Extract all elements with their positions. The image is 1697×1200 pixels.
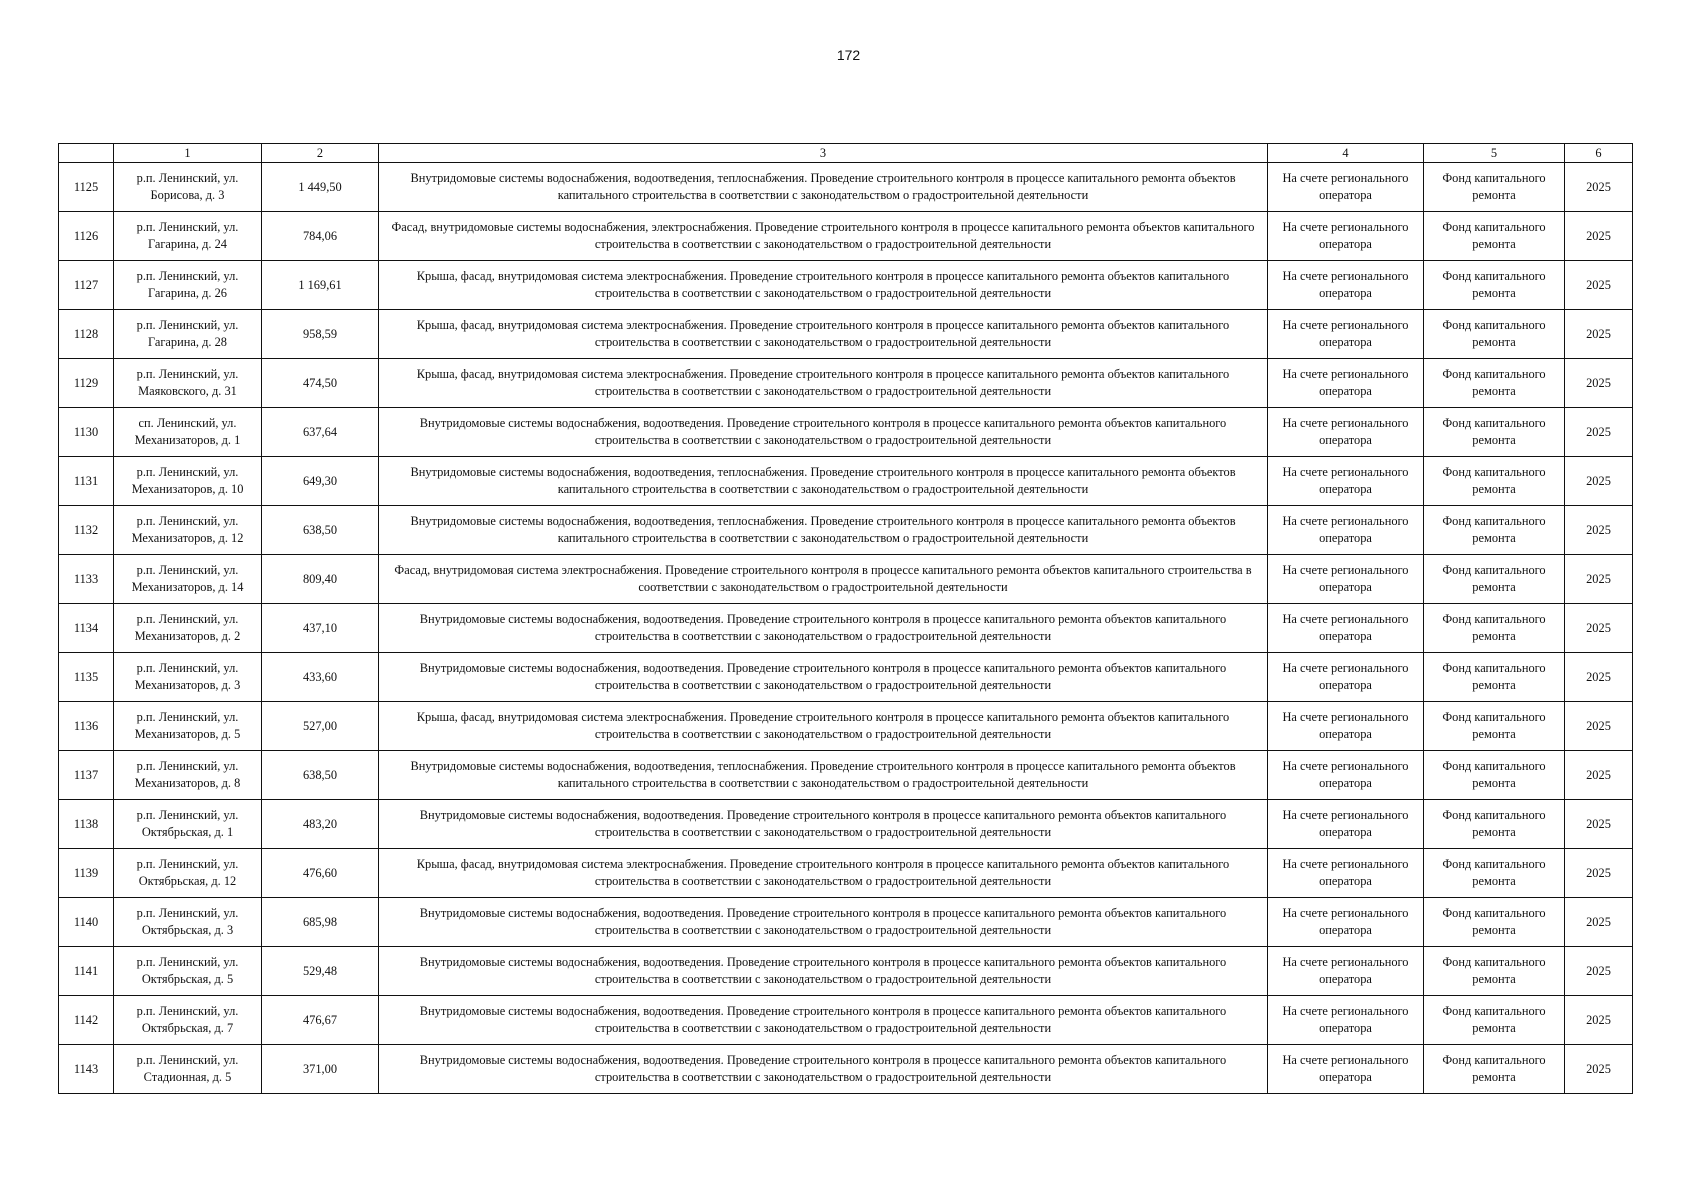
funding-source-cell: Фонд капитального ремонта bbox=[1424, 898, 1565, 947]
funding-source-cell: Фонд капитального ремонта bbox=[1424, 359, 1565, 408]
work-description-cell: Фасад, внутридомовая система электроснабжения. Проведение строительного контроля в процессе капитального ремонта объектов капитального строительства в соответствии с законодательством о градостроительной деятельности bbox=[379, 555, 1268, 604]
funding-source-cell: Фонд капитального ремонта bbox=[1424, 261, 1565, 310]
year-cell: 2025 bbox=[1565, 359, 1633, 408]
work-description-cell: Крыша, фасад, внутридомовая система электроснабжения. Проведение строительного контроля в процессе капитального ремонта объектов капитального строительства в соответствии с законодательством о градостроительной деятельности bbox=[379, 310, 1268, 359]
address-cell: р.п. Ленинский, ул. Борисова, д. 3 bbox=[114, 163, 262, 212]
funding-account-cell: На счете регионального оператора bbox=[1268, 996, 1424, 1045]
year-cell: 2025 bbox=[1565, 947, 1633, 996]
funding-account-cell: На счете регионального оператора bbox=[1268, 604, 1424, 653]
area-cell: 638,50 bbox=[262, 751, 379, 800]
row-number-cell: 1134 bbox=[59, 604, 114, 653]
work-description-cell: Внутридомовые системы водоснабжения, водоотведения, теплоснабжения. Проведение строительного контроля в процессе капитального ремонта объектов капитального строительства в соответствии с законодательством о градостроительной деятельности bbox=[379, 457, 1268, 506]
address-cell: р.п. Ленинский, ул. Гагарина, д. 26 bbox=[114, 261, 262, 310]
row-number-cell: 1127 bbox=[59, 261, 114, 310]
column-number-row bbox=[59, 144, 1633, 163]
funding-account-cell: На счете регионального оператора bbox=[1268, 898, 1424, 947]
year-cell: 2025 bbox=[1565, 604, 1633, 653]
funding-account-cell: На счете регионального оператора bbox=[1268, 555, 1424, 604]
funding-source-cell: Фонд капитального ремонта bbox=[1424, 702, 1565, 751]
funding-source-cell: Фонд капитального ремонта bbox=[1424, 212, 1565, 261]
year-cell: 2025 bbox=[1565, 702, 1633, 751]
funding-account-cell: На счете регионального оператора bbox=[1268, 702, 1424, 751]
funding-source-cell: Фонд капитального ремонта bbox=[1424, 163, 1565, 212]
table-row bbox=[59, 310, 1633, 359]
area-cell: 476,60 bbox=[262, 849, 379, 898]
row-number-cell: 1129 bbox=[59, 359, 114, 408]
table-row bbox=[59, 604, 1633, 653]
column-header: 1 bbox=[114, 144, 262, 163]
work-description-cell: Крыша, фасад, внутридомовая система электроснабжения. Проведение строительного контроля в процессе капитального ремонта объектов капитального строительства в соответствии с законодательством о градостроительной деятельности bbox=[379, 261, 1268, 310]
row-number-cell: 1128 bbox=[59, 310, 114, 359]
address-cell: р.п. Ленинский, ул. Маяковского, д. 31 bbox=[114, 359, 262, 408]
address-cell: р.п. Ленинский, ул. Октябрьская, д. 5 bbox=[114, 947, 262, 996]
year-cell: 2025 bbox=[1565, 310, 1633, 359]
work-description-cell: Внутридомовые системы водоснабжения, водоотведения, теплоснабжения. Проведение строительного контроля в процессе капитального ремонта объектов капитального строительства в соответствии с законодательством о градостроительной деятельности bbox=[379, 751, 1268, 800]
work-description-cell: Внутридомовые системы водоснабжения, водоотведения, теплоснабжения. Проведение строительного контроля в процессе капитального ремонта объектов капитального строительства в соответствии с законодательством о градостроительной деятельности bbox=[379, 506, 1268, 555]
address-cell: р.п. Ленинский, ул. Механизаторов, д. 10 bbox=[114, 457, 262, 506]
table-row bbox=[59, 898, 1633, 947]
year-cell: 2025 bbox=[1565, 555, 1633, 604]
funding-source-cell: Фонд капитального ремонта bbox=[1424, 604, 1565, 653]
year-cell: 2025 bbox=[1565, 898, 1633, 947]
address-cell: р.п. Ленинский, ул. Механизаторов, д. 5 bbox=[114, 702, 262, 751]
funding-source-cell: Фонд капитального ремонта bbox=[1424, 751, 1565, 800]
funding-source-cell: Фонд капитального ремонта bbox=[1424, 1045, 1565, 1094]
row-number-cell: 1138 bbox=[59, 800, 114, 849]
work-description-cell: Внутридомовые системы водоснабжения, водоотведения. Проведение строительного контроля в процессе капитального ремонта объектов капитального строительства в соответствии с законодательством о градостроительной деятельности bbox=[379, 898, 1268, 947]
year-cell: 2025 bbox=[1565, 1045, 1633, 1094]
year-cell: 2025 bbox=[1565, 751, 1633, 800]
table-body bbox=[59, 163, 1633, 1094]
funding-account-cell: На счете регионального оператора bbox=[1268, 359, 1424, 408]
table-row bbox=[59, 457, 1633, 506]
address-cell: р.п. Ленинский, ул. Механизаторов, д. 3 bbox=[114, 653, 262, 702]
row-number-cell: 1135 bbox=[59, 653, 114, 702]
address-cell: р.п. Ленинский, ул. Механизаторов, д. 12 bbox=[114, 506, 262, 555]
table-row bbox=[59, 947, 1633, 996]
year-cell: 2025 bbox=[1565, 212, 1633, 261]
address-cell: р.п. Ленинский, ул. Механизаторов, д. 2 bbox=[114, 604, 262, 653]
column-header bbox=[59, 144, 114, 163]
funding-source-cell: Фонд капитального ремонта bbox=[1424, 457, 1565, 506]
table-row bbox=[59, 996, 1633, 1045]
funding-account-cell: На счете регионального оператора bbox=[1268, 310, 1424, 359]
year-cell: 2025 bbox=[1565, 261, 1633, 310]
table-row bbox=[59, 751, 1633, 800]
table-row bbox=[59, 653, 1633, 702]
funding-account-cell: На счете регионального оператора bbox=[1268, 653, 1424, 702]
page-number: 172 bbox=[836, 47, 861, 63]
funding-account-cell: На счете регионального оператора bbox=[1268, 457, 1424, 506]
table-row bbox=[59, 359, 1633, 408]
funding-source-cell: Фонд капитального ремонта bbox=[1424, 555, 1565, 604]
row-number-cell: 1130 bbox=[59, 408, 114, 457]
work-description-cell: Крыша, фасад, внутридомовая система электроснабжения. Проведение строительного контроля в процессе капитального ремонта объектов капитального строительства в соответствии с законодательством о градостроительной деятельности bbox=[379, 359, 1268, 408]
funding-source-cell: Фонд капитального ремонта bbox=[1424, 800, 1565, 849]
funding-account-cell: На счете регионального оператора bbox=[1268, 800, 1424, 849]
row-number-cell: 1140 bbox=[59, 898, 114, 947]
address-cell: р.п. Ленинский, ул. Механизаторов, д. 8 bbox=[114, 751, 262, 800]
address-cell: р.п. Ленинский, ул. Стадионная, д. 5 bbox=[114, 1045, 262, 1094]
area-cell: 476,67 bbox=[262, 996, 379, 1045]
year-cell: 2025 bbox=[1565, 408, 1633, 457]
area-cell: 685,98 bbox=[262, 898, 379, 947]
area-cell: 371,00 bbox=[262, 1045, 379, 1094]
year-cell: 2025 bbox=[1565, 457, 1633, 506]
funding-source-cell: Фонд капитального ремонта bbox=[1424, 996, 1565, 1045]
area-cell: 637,64 bbox=[262, 408, 379, 457]
work-description-cell: Фасад, внутридомовые системы водоснабжения, электроснабжения. Проведение строительного контроля в процессе капитального ремонта объектов капитального строительства в соответствии с законодательством о градостроительной деятельности bbox=[379, 212, 1268, 261]
year-cell: 2025 bbox=[1565, 653, 1633, 702]
column-header: 2 bbox=[262, 144, 379, 163]
address-cell: р.п. Ленинский, ул. Гагарина, д. 24 bbox=[114, 212, 262, 261]
area-cell: 474,50 bbox=[262, 359, 379, 408]
table-row bbox=[59, 408, 1633, 457]
work-description-cell: Внутридомовые системы водоснабжения, водоотведения. Проведение строительного контроля в процессе капитального ремонта объектов капитального строительства в соответствии с законодательством о градостроительной деятельности bbox=[379, 996, 1268, 1045]
area-cell: 649,30 bbox=[262, 457, 379, 506]
area-cell: 433,60 bbox=[262, 653, 379, 702]
work-description-cell: Внутридомовые системы водоснабжения, водоотведения. Проведение строительного контроля в процессе капитального ремонта объектов капитального строительства в соответствии с законодательством о градостроительной деятельности bbox=[379, 604, 1268, 653]
funding-account-cell: На счете регионального оператора bbox=[1268, 408, 1424, 457]
area-cell: 958,59 bbox=[262, 310, 379, 359]
table-row bbox=[59, 163, 1633, 212]
area-cell: 638,50 bbox=[262, 506, 379, 555]
row-number-cell: 1141 bbox=[59, 947, 114, 996]
row-number-cell: 1132 bbox=[59, 506, 114, 555]
table-row bbox=[59, 506, 1633, 555]
funding-account-cell: На счете регионального оператора bbox=[1268, 212, 1424, 261]
funding-source-cell: Фонд капитального ремонта bbox=[1424, 310, 1565, 359]
funding-source-cell: Фонд капитального ремонта bbox=[1424, 849, 1565, 898]
table-row bbox=[59, 702, 1633, 751]
funding-account-cell: На счете регионального оператора bbox=[1268, 1045, 1424, 1094]
work-description-cell: Крыша, фасад, внутридомовая система электроснабжения. Проведение строительного контроля в процессе капитального ремонта объектов капитального строительства в соответствии с законодательством о градостроительной деятельности bbox=[379, 849, 1268, 898]
row-number-cell: 1133 bbox=[59, 555, 114, 604]
area-cell: 1 449,50 bbox=[262, 163, 379, 212]
year-cell: 2025 bbox=[1565, 163, 1633, 212]
table-row bbox=[59, 555, 1633, 604]
funding-source-cell: Фонд капитального ремонта bbox=[1424, 653, 1565, 702]
table-row bbox=[59, 849, 1633, 898]
repair-schedule-table bbox=[58, 143, 1633, 1094]
work-description-cell: Внутридомовые системы водоснабжения, водоотведения. Проведение строительного контроля в процессе капитального ремонта объектов капитального строительства в соответствии с законодательством о градостроительной деятельности bbox=[379, 1045, 1268, 1094]
area-cell: 437,10 bbox=[262, 604, 379, 653]
address-cell: р.п. Ленинский, ул. Октябрьская, д. 3 bbox=[114, 898, 262, 947]
funding-source-cell: Фонд капитального ремонта bbox=[1424, 506, 1565, 555]
area-cell: 483,20 bbox=[262, 800, 379, 849]
area-cell: 529,48 bbox=[262, 947, 379, 996]
funding-source-cell: Фонд капитального ремонта bbox=[1424, 408, 1565, 457]
year-cell: 2025 bbox=[1565, 506, 1633, 555]
address-cell: сп. Ленинский, ул. Механизаторов, д. 1 bbox=[114, 408, 262, 457]
table-row bbox=[59, 212, 1633, 261]
work-description-cell: Внутридомовые системы водоснабжения, водоотведения, теплоснабжения. Проведение строительного контроля в процессе капитального ремонта объектов капитального строительства в соответствии с законодательством о градостроительной деятельности bbox=[379, 163, 1268, 212]
row-number-cell: 1136 bbox=[59, 702, 114, 751]
funding-account-cell: На счете регионального оператора bbox=[1268, 163, 1424, 212]
row-number-cell: 1131 bbox=[59, 457, 114, 506]
row-number-cell: 1126 bbox=[59, 212, 114, 261]
table-row bbox=[59, 800, 1633, 849]
column-header: 3 bbox=[379, 144, 1268, 163]
address-cell: р.п. Ленинский, ул. Октябрьская, д. 7 bbox=[114, 996, 262, 1045]
work-description-cell: Внутридомовые системы водоснабжения, водоотведения. Проведение строительного контроля в процессе капитального ремонта объектов капитального строительства в соответствии с законодательством о градостроительной деятельности bbox=[379, 800, 1268, 849]
table-row bbox=[59, 261, 1633, 310]
column-header: 4 bbox=[1268, 144, 1424, 163]
area-cell: 809,40 bbox=[262, 555, 379, 604]
column-header: 5 bbox=[1424, 144, 1565, 163]
address-cell: р.п. Ленинский, ул. Гагарина, д. 28 bbox=[114, 310, 262, 359]
funding-account-cell: На счете регионального оператора bbox=[1268, 261, 1424, 310]
funding-account-cell: На счете регионального оператора bbox=[1268, 751, 1424, 800]
work-description-cell: Внутридомовые системы водоснабжения, водоотведения. Проведение строительного контроля в процессе капитального ремонта объектов капитального строительства в соответствии с законодательством о градостроительной деятельности bbox=[379, 408, 1268, 457]
address-cell: р.п. Ленинский, ул. Октябрьская, д. 12 bbox=[114, 849, 262, 898]
row-number-cell: 1137 bbox=[59, 751, 114, 800]
area-cell: 784,06 bbox=[262, 212, 379, 261]
funding-account-cell: На счете регионального оператора bbox=[1268, 947, 1424, 996]
area-cell: 527,00 bbox=[262, 702, 379, 751]
work-description-cell: Внутридомовые системы водоснабжения, водоотведения. Проведение строительного контроля в процессе капитального ремонта объектов капитального строительства в соответствии с законодательством о градостроительной деятельности bbox=[379, 653, 1268, 702]
row-number-cell: 1142 bbox=[59, 996, 114, 1045]
column-header: 6 bbox=[1565, 144, 1633, 163]
work-description-cell: Крыша, фасад, внутридомовая система электроснабжения. Проведение строительного контроля в процессе капитального ремонта объектов капитального строительства в соответствии с законодательством о градостроительной деятельности bbox=[379, 702, 1268, 751]
area-cell: 1 169,61 bbox=[262, 261, 379, 310]
funding-source-cell: Фонд капитального ремонта bbox=[1424, 947, 1565, 996]
row-number-cell: 1143 bbox=[59, 1045, 114, 1094]
work-description-cell: Внутридомовые системы водоснабжения, водоотведения. Проведение строительного контроля в процессе капитального ремонта объектов капитального строительства в соответствии с законодательством о градостроительной деятельности bbox=[379, 947, 1268, 996]
row-number-cell: 1139 bbox=[59, 849, 114, 898]
address-cell: р.п. Ленинский, ул. Механизаторов, д. 14 bbox=[114, 555, 262, 604]
address-cell: р.п. Ленинский, ул. Октябрьская, д. 1 bbox=[114, 800, 262, 849]
year-cell: 2025 bbox=[1565, 849, 1633, 898]
row-number-cell: 1125 bbox=[59, 163, 114, 212]
table-row bbox=[59, 1045, 1633, 1094]
year-cell: 2025 bbox=[1565, 996, 1633, 1045]
year-cell: 2025 bbox=[1565, 800, 1633, 849]
funding-account-cell: На счете регионального оператора bbox=[1268, 506, 1424, 555]
funding-account-cell: На счете регионального оператора bbox=[1268, 849, 1424, 898]
